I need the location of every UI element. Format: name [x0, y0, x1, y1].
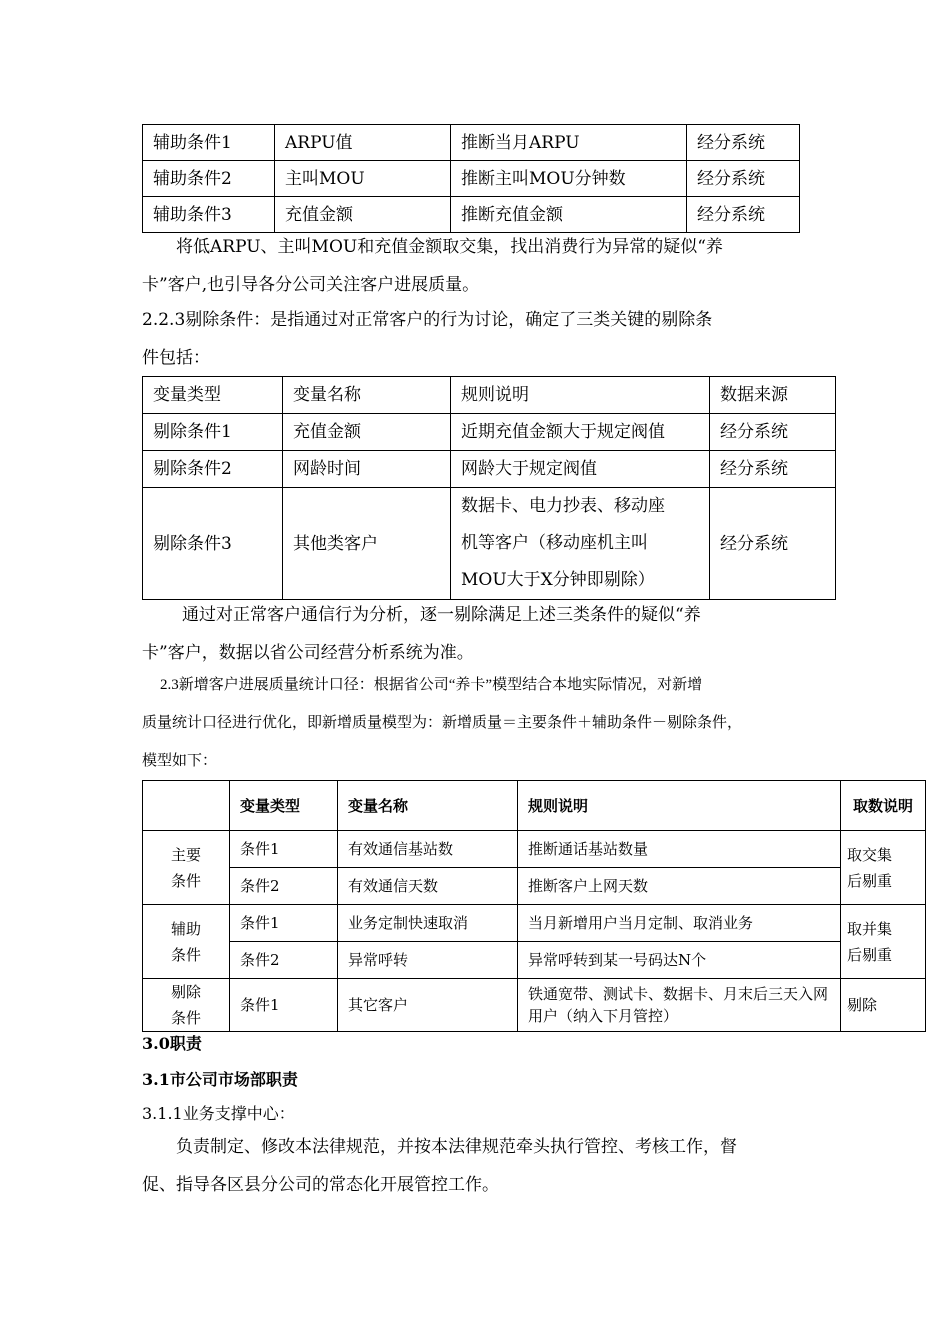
exclusion-conditions-table	[142, 376, 836, 600]
table-cell: ARPU值	[275, 125, 451, 161]
table-cell: 网龄大于规定阀值	[451, 451, 710, 488]
table-cell: 经分系统	[710, 488, 836, 600]
group-note-cell: 剔除	[841, 979, 926, 1032]
table-row	[143, 451, 836, 488]
table-cell: 剔除条件2	[143, 451, 283, 488]
table-row	[143, 868, 926, 905]
table-cell: 其它客户	[338, 979, 518, 1032]
paragraph-aux-summary	[142, 228, 822, 304]
table-header-cell: 变量类型	[143, 377, 283, 414]
section-line: 质量统计口径进行优化，即新增质量模型为：新增质量＝主要条件＋辅助条件－剔除条件，	[142, 715, 743, 731]
table-cell: 其他类客户	[283, 488, 451, 600]
table-cell: 辅助条件2	[143, 161, 275, 197]
paragraph-exclusion-summary	[142, 596, 822, 672]
cell-line: 取交集	[847, 845, 893, 864]
table-row	[143, 905, 926, 942]
cell-line: MOU大于X分钟即剔除）	[461, 570, 655, 590]
table-header-cell: 规则说明	[518, 781, 841, 831]
table-row	[143, 831, 926, 868]
table-cell: 有效通信天数	[338, 868, 518, 905]
cell-line: 后剔重	[847, 871, 893, 890]
table-cell: 条件2	[230, 868, 338, 905]
table-cell: 当月新增用户当月定制、取消业务	[518, 905, 841, 942]
group-label-cell	[143, 979, 230, 1032]
table-cell: 推断通话基站数量	[518, 831, 841, 868]
section-2-2-3	[142, 301, 842, 377]
table-cell: 条件2	[230, 942, 338, 979]
aux-conditions-table	[142, 124, 800, 233]
table-cell: 辅助条件3	[143, 197, 275, 233]
cell-line: 机等客户（移动座机主叫	[461, 533, 648, 553]
cell-line: 条件	[170, 945, 201, 964]
table-cell: 异常呼转到某一号码达N个	[518, 942, 841, 979]
table-row	[143, 942, 926, 979]
cell-line: 辅助	[170, 919, 201, 938]
paragraph-line: 卡”客户，数据以省公司经营分析系统为准。	[142, 643, 474, 663]
cell-line: 后剔重	[847, 945, 893, 964]
table-row	[143, 781, 926, 831]
table-cell: 剔除条件3	[143, 488, 283, 600]
table-header-cell: 规则说明	[451, 377, 710, 414]
table-row	[143, 377, 836, 414]
cell-line: 取并集	[847, 919, 893, 938]
table-row	[143, 161, 800, 197]
table-header-cell: 变量类型	[230, 781, 338, 831]
table-cell: 充值金额	[283, 414, 451, 451]
paragraph-line: 将低ARPU、主叫MOU和充值金额取交集，找出消费行为异常的疑似“养	[176, 237, 723, 257]
table-row	[143, 488, 836, 600]
table-cell: 近期充值金额大于规定阀值	[451, 414, 710, 451]
cell-line: 数据卡、电力抄表、移动座	[461, 496, 665, 516]
paragraph-line: 卡”客户,也引导各分公司关注客户进展质量。	[142, 275, 480, 295]
group-note-cell	[841, 831, 926, 905]
cell-line: 主要	[170, 845, 201, 864]
heading-3-0: 3.0职责	[142, 1034, 202, 1053]
table-row	[143, 979, 926, 1032]
table-cell: 推断当月ARPU	[451, 125, 687, 161]
table-cell: 异常呼转	[338, 942, 518, 979]
table-cell: 推断主叫MOU分钟数	[451, 161, 687, 197]
paragraph-line: 负责制定、修改本法律规范，并按本法律规范牵头执行管控、考核工作，督	[176, 1137, 737, 1157]
cell-line: 剔除	[170, 983, 201, 1001]
table-cell: 条件1	[230, 979, 338, 1032]
paragraph-responsibilities	[142, 1128, 842, 1204]
table-cell: 条件1	[230, 831, 338, 868]
table-cell: 条件1	[230, 905, 338, 942]
table-cell: 经分系统	[710, 451, 836, 488]
table-cell: 经分系统	[687, 161, 800, 197]
group-note-cell	[841, 905, 926, 979]
table-header-cell: 数据来源	[710, 377, 836, 414]
table-cell: 经分系统	[687, 125, 800, 161]
group-label-cell	[143, 831, 230, 905]
new-customer-quality-model-table	[142, 780, 926, 1032]
section-2-3	[142, 672, 862, 774]
section-line: 件包括：	[142, 348, 210, 368]
heading-3-1-1: 3.1.1业务支撑中心：	[142, 1104, 295, 1123]
paragraph-line: 促、指导各区县分公司的常态化开展管控工作。	[142, 1175, 499, 1195]
table-cell: 推断客户上网天数	[518, 868, 841, 905]
section-line: 2.3新增客户进展质量统计口径：根据省公司“养卡”模型结合本地实际情况，对新增	[160, 677, 703, 693]
section-line: 2.2.3剔除条件：是指通过对正常客户的行为讨论，确定了三类关键的剔除条	[142, 310, 713, 330]
table-cell: 辅助条件1	[143, 125, 275, 161]
table-cell	[451, 488, 710, 600]
table-cell: 推断充值金额	[451, 197, 687, 233]
table-cell: 经分系统	[687, 197, 800, 233]
table-cell: 主叫MOU	[275, 161, 451, 197]
table-row	[143, 125, 800, 161]
table-cell: 充值金额	[275, 197, 451, 233]
cell-line: 条件	[170, 871, 201, 890]
cell-line: 条件	[170, 1009, 201, 1027]
table-cell: 有效通信基站数	[338, 831, 518, 868]
table-header-cell: 取数说明	[841, 781, 926, 831]
group-label-cell	[143, 905, 230, 979]
heading-3-1: 3.1市公司市场部职责	[142, 1070, 298, 1089]
table-header-cell: 变量名称	[338, 781, 518, 831]
table-cell: 网龄时间	[283, 451, 451, 488]
paragraph-line: 通过对正常客户通信行为分析，逐一剔除满足上述三类条件的疑似“养	[182, 605, 701, 625]
table-header-cell: 变量名称	[283, 377, 451, 414]
section-line: 模型如下：	[142, 753, 218, 769]
table-row	[143, 414, 836, 451]
table-header-blank	[143, 781, 230, 831]
table-cell: 经分系统	[710, 414, 836, 451]
table-cell: 业务定制快速取消	[338, 905, 518, 942]
table-cell: 铁通宽带、测试卡、数据卡、月末后三天入网用户（纳入下月管控）	[518, 979, 841, 1032]
table-cell: 剔除条件1	[143, 414, 283, 451]
